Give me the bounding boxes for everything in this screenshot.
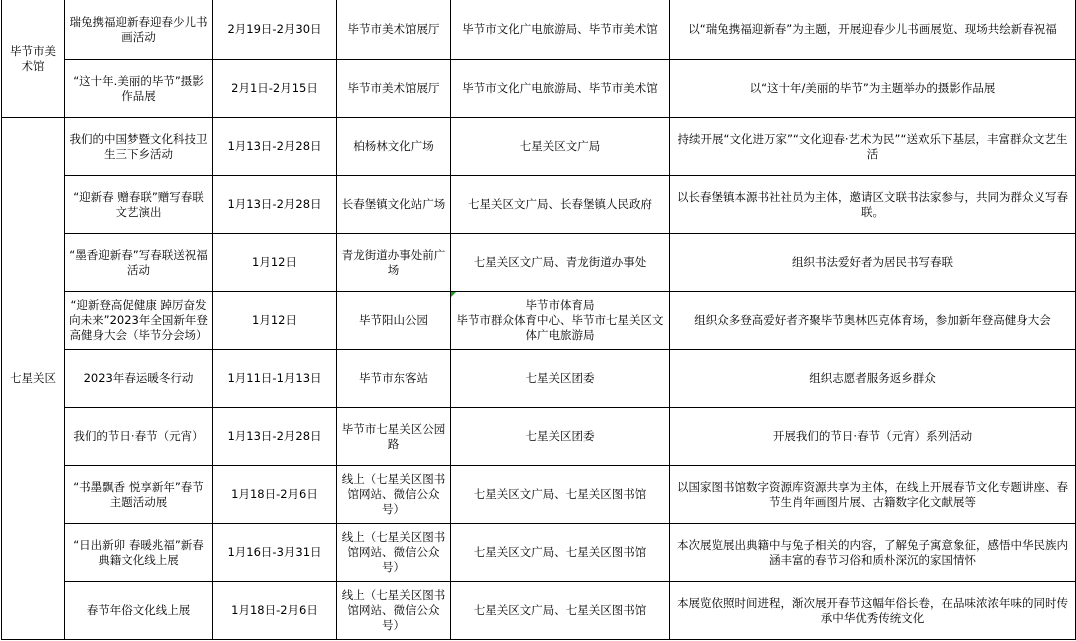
district-cell[interactable]: 七星关区 [2,118,65,640]
table-row [2,292,1076,350]
date-cell[interactable]: 1月12日 [213,292,337,350]
table-row [2,408,1076,466]
table-row [2,60,1076,118]
table-row [2,118,1076,176]
event-name-cell[interactable]: 瑞兔携福迎新春迎春少儿书画活动 [65,0,213,60]
date-cell[interactable]: 1月18日-2月6日 [213,582,337,640]
event-name-cell[interactable]: “迎新登高促健康 踔厉奋发向未来”2023年全国新年登高健身大会（毕节分会场） [65,292,213,350]
content-cell[interactable]: 本次展览展出典籍中与兔子相关的内容，了解兔子寓意象征，感悟中华民族内涵丰富的春节习俗和质朴深沉的家国情怀 [670,524,1076,582]
date-cell[interactable]: 2月1日-2月15日 [213,60,337,118]
event-name-cell[interactable]: 2023年春运暖冬行动 [65,350,213,408]
date-cell[interactable]: 1月18日-2月6日 [213,466,337,524]
venue-cell[interactable]: 毕节市美术馆展厅 [337,0,451,60]
event-name-cell[interactable]: 春节年俗文化线上展 [65,582,213,640]
events-table [1,0,1076,640]
event-name-cell[interactable]: “日出新卯 春暖兆福”新春典籍文化线上展 [65,524,213,582]
organizer-cell[interactable]: 七星关区文广局 [451,118,670,176]
organizer-cell[interactable] [451,292,670,350]
comment-marker-icon [451,292,456,297]
organizer-cell[interactable]: 七星关区团委 [451,350,670,408]
date-cell[interactable]: 2月19日-2月30日 [213,0,337,60]
event-name-cell[interactable]: 我们的节日·春节（元宵） [65,408,213,466]
organizer-cell[interactable]: 七星关区文广局、长春堡镇人民政府 [451,176,670,234]
venue-cell[interactable]: 青龙街道办事处前广场 [337,234,451,292]
organizer-cell[interactable]: 毕节市文化广电旅游局、毕节市美术馆 [451,60,670,118]
district-cell[interactable]: 毕节市美术馆 [2,0,65,118]
organizer-cell[interactable]: 七星关区文广局、青龙街道办事处 [451,234,670,292]
organizer-cell[interactable]: 七星关区文广局、七星关区图书馆 [451,524,670,582]
venue-cell[interactable]: 线上（七星关区图书馆网站、微信公众号） [337,466,451,524]
date-cell[interactable]: 1月16日-3月31日 [213,524,337,582]
content-cell[interactable]: 组织书法爱好者为居民书写春联 [670,234,1076,292]
content-cell[interactable]: 开展我们的节日·春节（元宵）系列活动 [670,408,1076,466]
event-name-cell[interactable]: 我们的中国梦暨文化科技卫生三下乡活动 [65,118,213,176]
content-cell[interactable]: 组织志愿者服务返乡群众 [670,350,1076,408]
date-cell[interactable]: 1月12日 [213,234,337,292]
content-cell[interactable]: 以“瑞兔携福迎新春”为主题，开展迎春少儿书画展览、现场共绘新春祝福 [670,0,1076,60]
organizer-cell[interactable]: 七星关区团委 [451,408,670,466]
date-cell[interactable]: 1月13日-2月28日 [213,176,337,234]
table-row [2,350,1076,408]
venue-cell[interactable]: 线上（七星关区图书馆网站、微信公众号） [337,524,451,582]
venue-cell[interactable]: 柏杨林文化广场 [337,118,451,176]
content-cell[interactable]: 组织众多登高爱好者齐聚毕节奥林匹克体育场，参加新年登高健身大会 [670,292,1076,350]
table-row [2,0,1076,60]
content-cell[interactable]: 本展览依照时间进程，渐次展开春节这幅年俗长卷，在品味浓浓年味的同时传承中华优秀传统文化 [670,582,1076,640]
event-name-cell[interactable]: “墨香迎新春”写春联送祝福活动 [65,234,213,292]
organizer-text: 毕节市体育局 毕节市群众体育中心、毕节市七星关区文体广电旅游局 [456,298,664,342]
organizer-cell[interactable]: 七星关区文广局、七星关区图书馆 [451,466,670,524]
venue-cell[interactable]: 长春堡镇文化站广场 [337,176,451,234]
content-cell[interactable]: 以“这十年/美丽的毕节”为主题举办的摄影作品展 [670,60,1076,118]
content-cell[interactable]: 以长春堡镇本源书社社员为主体，邀请区文联书法家参与，共同为群众义写春联。 [670,176,1076,234]
content-cell[interactable]: 以国家图书馆数字资源库资源共享为主体，在线上开展春节文化专题讲座、春节生肖年画图片展、古籍数字化文献展等 [670,466,1076,524]
event-name-cell[interactable]: “书墨飘香 悦享新年”春节主题活动展 [65,466,213,524]
table-row [2,466,1076,524]
venue-cell[interactable]: 毕节市美术馆展厅 [337,60,451,118]
venue-cell[interactable]: 毕节市七星关区公园路 [337,408,451,466]
organizer-cell[interactable]: 七星关区文广局、七星关区图书馆 [451,582,670,640]
venue-cell[interactable]: 毕节市东客站 [337,350,451,408]
event-name-cell[interactable]: “这十年.美丽的毕节”摄影作品展 [65,60,213,118]
table-row [2,582,1076,640]
table-row [2,176,1076,234]
content-cell[interactable]: 持续开展“文化进万家”“文化迎春·艺术为民”“送欢乐下基层，丰富群众文艺生活 [670,118,1076,176]
venue-cell[interactable]: 线上（七星关区图书馆网站、微信公众号） [337,582,451,640]
date-cell[interactable]: 1月11日-1月13日 [213,350,337,408]
event-name-cell[interactable]: “迎新春 赠春联”赠写春联文艺演出 [65,176,213,234]
date-cell[interactable]: 1月13日-2月28日 [213,118,337,176]
table-row [2,234,1076,292]
date-cell[interactable]: 1月13日-2月28日 [213,408,337,466]
organizer-cell[interactable]: 毕节市文化广电旅游局、毕节市美术馆 [451,0,670,60]
venue-cell[interactable]: 毕节阳山公园 [337,292,451,350]
table-row [2,524,1076,582]
